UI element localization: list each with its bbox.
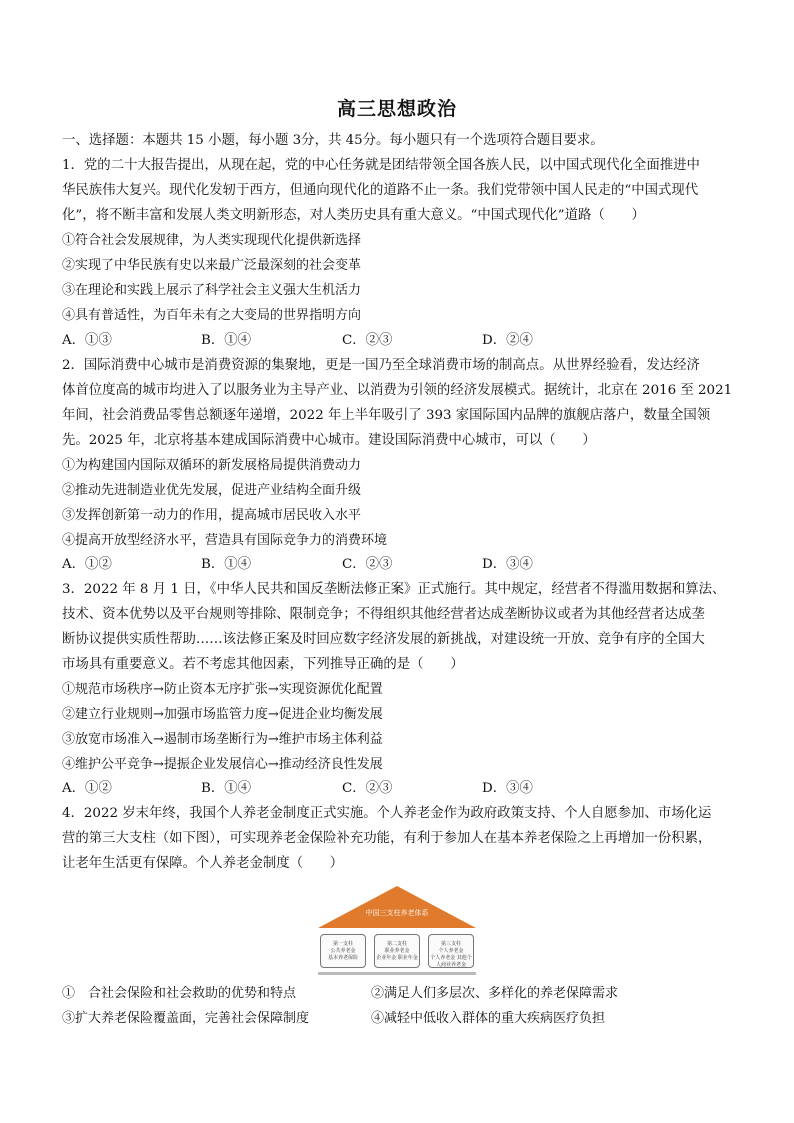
- section-header: 一、选择题：本题共 15 小题，每小题 3分，共 45分。每小题只有一个选项符合题目要求。: [62, 133, 604, 148]
- diagram-roof-label: 中国三支柱养老体系: [365, 909, 429, 917]
- q2-choice-d[interactable]: D．③④: [482, 557, 533, 572]
- q3-choice-a[interactable]: A．①②: [62, 781, 112, 796]
- q4-option: ④减轻中低收入群体的重大疾病医疗负担: [371, 1011, 606, 1026]
- q1-choice-d[interactable]: D．②④: [482, 333, 533, 348]
- pillar-one-title: 第一支柱: [332, 941, 353, 947]
- roof-shape: [318, 886, 476, 928]
- q2-option: ④提高开放型经济水平，营造具有国际竞争力的消费环境: [62, 533, 388, 548]
- q3-option: ①规范市场秩序→防止资本无序扩张→实现资源优化配置: [62, 682, 383, 697]
- q2-choice-a[interactable]: A．①②: [62, 557, 112, 572]
- q2-stem-line: 年间，社会消费品零售总额逐年递增，2022 年上半年吸引了 393 家国际国内品牌的旗舰店落户，数量全国领: [62, 408, 711, 423]
- pillar-two: [374, 934, 420, 968]
- q2-choice-b[interactable]: B．①④: [201, 557, 252, 572]
- pillar-three-desc: 个人养老金 其他个人商业养老金: [430, 955, 472, 968]
- q3-choice-d[interactable]: D．③④: [482, 781, 533, 796]
- pillar-two-type: 职业养老金: [384, 948, 410, 954]
- pillar-three: [428, 934, 474, 968]
- q2-stem-line: 2．国际消费中心城市是消费资源的集聚地，更是一国乃至全球消费市场的制高点。从世界经验看，发达经济: [62, 358, 700, 373]
- pillar-one-desc: 基本养老保险: [327, 955, 358, 961]
- diagram-base: [318, 972, 476, 975]
- q1-stem-line: 化”，将不断丰富和发展人类文明新形态，对人类历史具有重大意义。“中国式现代化”道路（ ）: [62, 208, 645, 223]
- page-title: 高三思想政治: [336, 98, 457, 120]
- q2-option: ②推动先进制造业优先发展，促进产业结构全面升级: [62, 483, 362, 498]
- q4-stem-line: 营的第三大支柱（如下图），可实现养老金保险补充功能，有利于参加人在基本养老保险之上再增加一份积累，: [62, 831, 712, 846]
- q1-stem-line: 华民族伟大复兴。现代化发轫于西方，但通向现代化的道路不止一条。我们党带领中国人民走的“中国式现代: [62, 183, 699, 198]
- q2-stem-line: 体首位度高的城市均进入了以服务业为主导产业、以消费为引领的经济发展模式。据统计，北京在 2016 至 2021: [62, 383, 733, 398]
- pillar-three-type: 个人养老金: [438, 948, 464, 954]
- q2-option: ③发挥创新第一动力的作用，提高城市居民收入水平: [62, 508, 362, 523]
- q1-option: ①符合社会发展规律，为人类实现现代化提供新选择: [62, 233, 362, 248]
- q2-stem-line: 先。2025 年，北京将基本建成国际消费中心城市。建设国际消费中心城市，可以（ ）: [62, 433, 596, 448]
- q1-choice-a[interactable]: A．①③: [62, 333, 112, 348]
- q3-option: ②建立行业规则→加强市场监管力度→促进企业均衡发展: [62, 707, 383, 722]
- pension-pillars-diagram: [316, 884, 478, 976]
- q1-option: ②实现了中华民族有史以来最广泛最深刻的社会变革: [62, 258, 362, 273]
- q1-option: ③在理论和实践上展示了科学社会主义强大生机活力: [62, 283, 362, 298]
- q3-option: ③放宽市场准入→遏制市场垄断行为→维护市场主体利益: [62, 732, 383, 747]
- q4-option: ③扩大养老保险覆盖面，完善社会保障制度: [62, 1011, 310, 1026]
- q4-stem-line: 4．2022 岁末年终，我国个人养老金制度正式实施。个人养老金作为政府政策支持、个人自愿参加、市场化运: [62, 806, 712, 821]
- q2-choice-c[interactable]: C．②③: [342, 557, 393, 572]
- q4-option: ① 合社会保险和社会救助的优势和特点: [62, 986, 297, 1001]
- q1-stem-line: 1．党的二十大报告提出，从现在起，党的中心任务就是团结带领全国各族人民，以中国式现代化全面推进中: [62, 158, 700, 173]
- q3-choice-b[interactable]: B．①④: [201, 781, 252, 796]
- q1-option: ④具有普适性，为百年未有之大变局的世界指明方向: [62, 308, 362, 323]
- pillar-three-title: 第三支柱: [440, 941, 461, 947]
- q4-option: ②满足人们多层次、多样化的养老保障需求: [371, 986, 619, 1001]
- pillar-two-desc: 企业年金 职业年金: [376, 955, 418, 961]
- q1-choice-b[interactable]: B．①④: [201, 333, 252, 348]
- pillar-one: [320, 934, 366, 968]
- q3-stem-line: 断协议提供实质性帮助……该法修正案及时回应数字经济发展的新挑战，对建设统一开放、竞争有序的全国大: [62, 632, 705, 647]
- q3-choice-c[interactable]: C．②③: [342, 781, 393, 796]
- pillar-two-title: 第二支柱: [386, 941, 407, 947]
- q1-choice-c[interactable]: C．②③: [342, 333, 393, 348]
- q3-stem-line: 技术、资本优势以及平台规则等排除、限制竞争；不得组织其他经营者达成垄断协议或者为其他经营者达成垄: [62, 607, 705, 622]
- q4-stem-line: 让老年生活更有保障。个人养老金制度（ ）: [62, 856, 344, 871]
- q3-option: ④维护公平竞争→提振企业发展信心→推动经济良性发展: [62, 757, 383, 772]
- q2-option: ①为构建国内国际双循环的新发展格局提供消费动力: [62, 458, 362, 473]
- q3-stem-line: 市场具有重要意义。若不考虑其他因素，下列推导正确的是（ ）: [62, 657, 464, 672]
- pillar-one-type: 公共养老金: [330, 948, 356, 954]
- q3-stem-line: 3．2022 年 8 月 1 日，《中华人民共和国反垄断法修正案》正式施行。其中规定，经营者不得滥用数据和算法、: [62, 582, 726, 597]
